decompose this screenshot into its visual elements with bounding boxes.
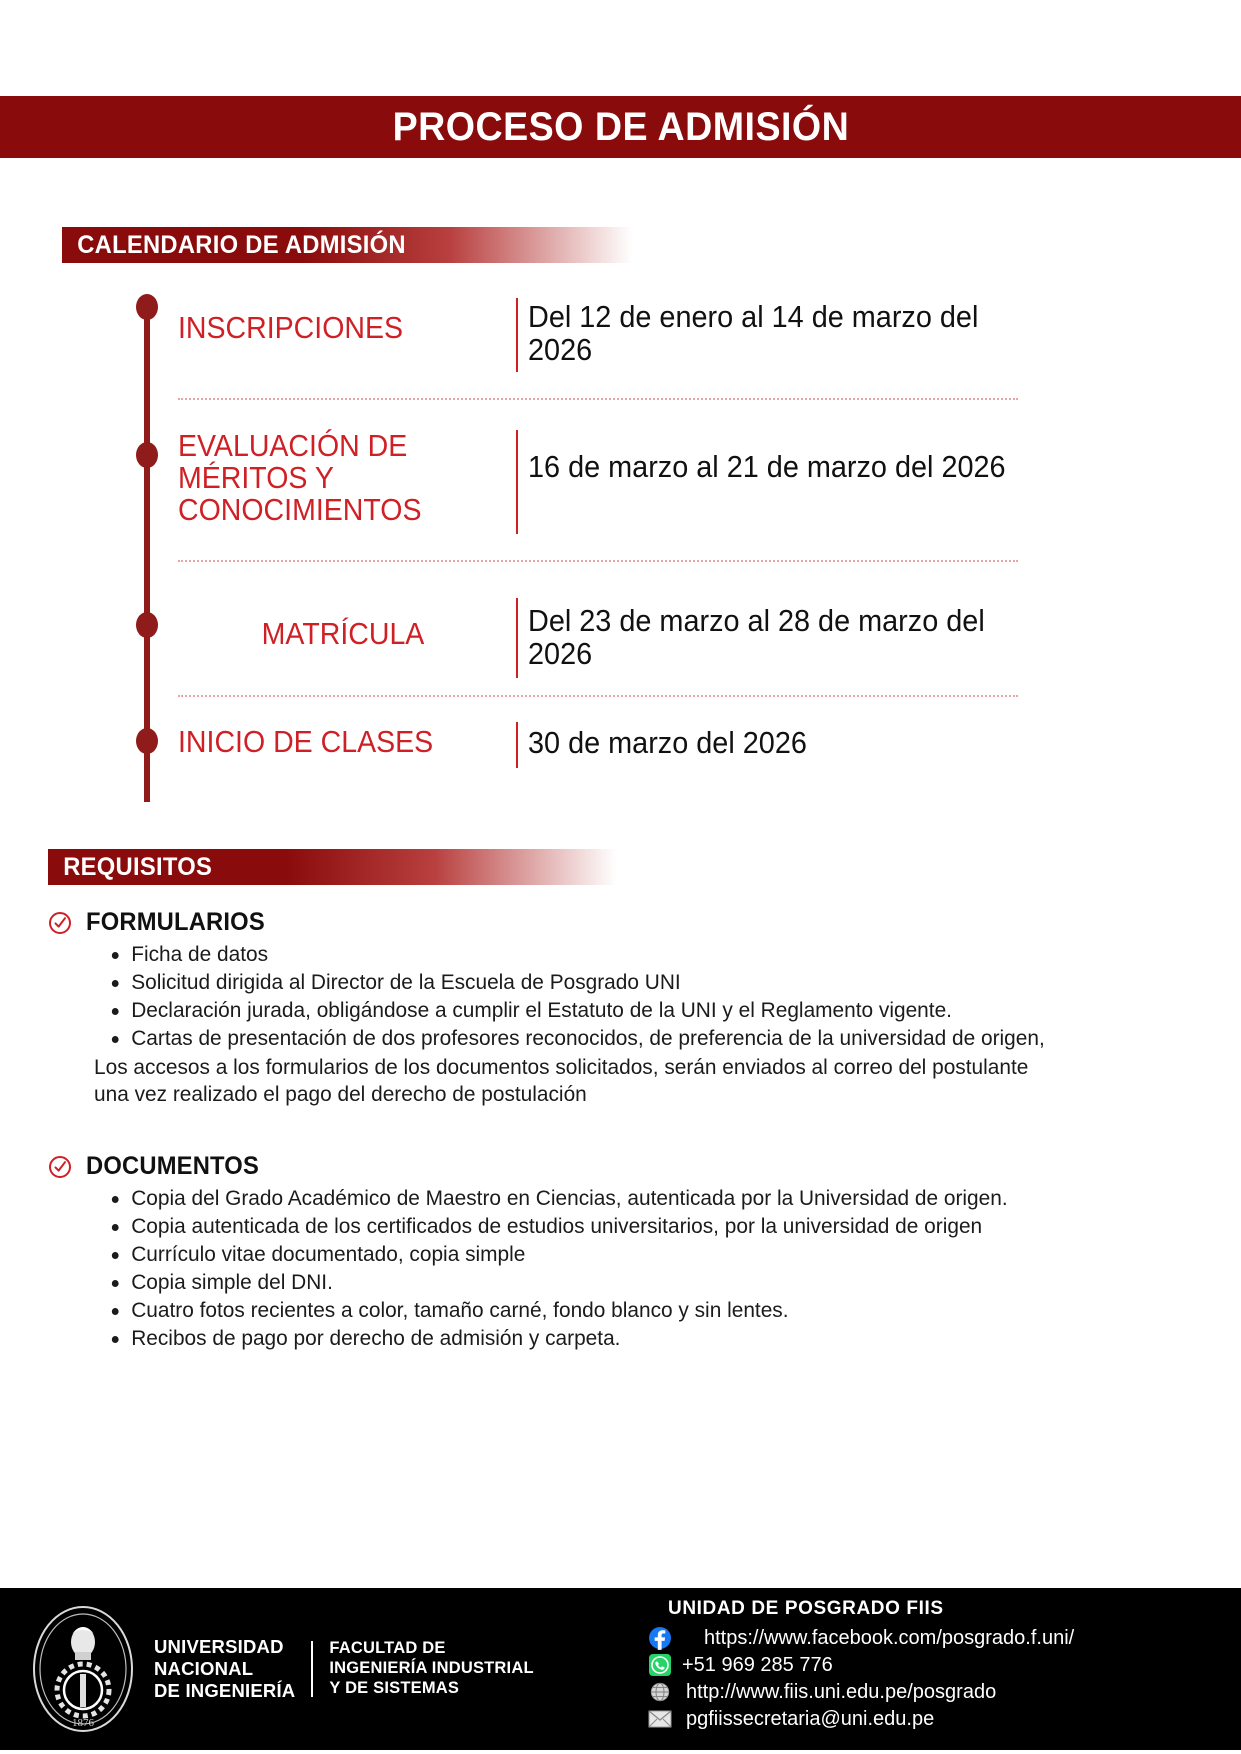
list-item: Copia simple del DNI. xyxy=(106,1269,1117,1296)
formularios-heading: FORMULARIOS xyxy=(86,908,265,936)
contact-facebook[interactable] xyxy=(648,1626,1074,1650)
faculty-name-line1: FACULTAD DE xyxy=(329,1639,446,1658)
formularios-heading-row xyxy=(48,908,1148,937)
whatsapp-icon xyxy=(648,1653,672,1677)
timeline-label: INSCRIPCIONES xyxy=(178,310,404,345)
timeline-value: Del 12 de enero al 14 de marzo del 2026 xyxy=(528,299,979,368)
documentos-list xyxy=(106,1185,1148,1352)
footer-contact-block xyxy=(648,1598,1074,1734)
timeline-dot-icon xyxy=(136,294,158,320)
requirements-section-title: REQUISITOS xyxy=(63,852,213,881)
formularios-note: Los accesos a los formularios de los documentos solicitados, serán enviados al correo del postulante una vez realizado el pago del derecho de postulación xyxy=(94,1055,1029,1107)
page-title: PROCESO DE ADMISIÓN xyxy=(392,105,849,149)
check-circle-icon xyxy=(48,911,72,935)
uni-seal-icon xyxy=(28,1604,138,1734)
globe-icon xyxy=(648,1680,672,1704)
contact-website[interactable] xyxy=(648,1680,1074,1704)
timeline-label: INICIO DE CLASES xyxy=(178,724,434,759)
requirements-documentos-block xyxy=(48,1152,1148,1353)
timeline-separator xyxy=(178,560,1018,562)
website-url: http://www.fiis.uni.edu.pe/posgrado xyxy=(686,1681,997,1703)
formularios-list xyxy=(106,941,1148,1052)
page-title-bar xyxy=(0,96,1241,158)
svg-text:1876: 1876 xyxy=(72,1717,94,1729)
timeline-divider xyxy=(516,430,518,534)
documentos-heading: DOCUMENTOS xyxy=(86,1152,260,1180)
timeline-row xyxy=(128,590,1128,686)
timeline-value: 30 de marzo del 2026 xyxy=(528,725,807,760)
whatsapp-number: +51 969 285 776 xyxy=(682,1654,833,1676)
facebook-icon xyxy=(648,1626,672,1650)
timeline-label: EVALUACIÓN DE MÉRITOS Y CONOCIMIENTOS xyxy=(178,428,422,528)
footer-name-group xyxy=(154,1636,534,1701)
university-name-line3: DE INGENIERÍA xyxy=(154,1679,296,1701)
timeline-dot-icon xyxy=(136,442,158,468)
calendar-section-title: CALENDARIO DE ADMISIÓN xyxy=(77,230,406,259)
timeline-value: Del 23 de marzo al 28 de marzo del 2026 xyxy=(528,603,985,672)
contact-whatsapp[interactable] xyxy=(648,1653,1074,1677)
timeline-label: MATRÍCULA xyxy=(261,616,425,651)
posgrado-unit-title: UNIDAD DE POSGRADO FIIS xyxy=(668,1598,944,1619)
timeline-row xyxy=(128,718,1128,778)
university-name xyxy=(154,1636,295,1701)
timeline-row xyxy=(128,290,1128,386)
calendar-section-banner xyxy=(62,227,632,263)
list-item: Copia del Grado Académico de Maestro en Ciencias, autenticada por la Universidad de origen. xyxy=(106,1185,1117,1212)
faculty-name xyxy=(329,1639,533,1698)
email-address: pgfiissecretaria@uni.edu.pe xyxy=(686,1708,935,1730)
timeline-divider xyxy=(516,722,518,768)
footer-divider xyxy=(311,1641,313,1697)
timeline-row xyxy=(128,430,1128,540)
facebook-url: https://www.facebook.com/posgrado.f.uni/ xyxy=(704,1627,1075,1649)
list-item: Currículo vitae documentado, copia simple xyxy=(106,1241,1117,1268)
list-item: Recibos de pago por derecho de admisión y carpeta. xyxy=(106,1325,1117,1352)
contact-email[interactable] xyxy=(648,1707,1074,1731)
admission-calendar-timeline xyxy=(128,290,1128,810)
faculty-name-line2: INGENIERÍA INDUSTRIAL xyxy=(329,1659,534,1678)
list-item: Declaración jurada, obligándose a cumplir el Estatuto de la UNI y el Reglamento vigente. xyxy=(106,997,1117,1024)
timeline-separator xyxy=(178,695,1018,697)
timeline-value: 16 de marzo al 21 de marzo del 2026 xyxy=(528,449,1006,484)
faculty-name-line3: Y DE SISTEMAS xyxy=(329,1678,460,1697)
documentos-heading-row xyxy=(48,1152,1148,1181)
requirements-formularios-block xyxy=(48,908,1148,1108)
check-circle-icon xyxy=(48,1155,72,1179)
list-item: Cuatro fotos recientes a color, tamaño carné, fondo blanco y sin lentes. xyxy=(106,1297,1117,1324)
university-name-line1: UNIVERSIDAD xyxy=(154,1636,284,1658)
list-item: Ficha de datos xyxy=(106,941,1117,968)
footer-branding xyxy=(0,1604,534,1734)
list-item: Solicitud dirigida al Director de la Escuela de Posgrado UNI xyxy=(106,969,1117,996)
timeline-dot-icon xyxy=(136,612,158,638)
list-item: Cartas de presentación de dos profesores reconocidos, de preferencia de la universidad de origen, xyxy=(106,1025,1117,1052)
requirements-section-banner xyxy=(48,849,616,885)
email-icon xyxy=(648,1707,672,1731)
timeline-divider xyxy=(516,598,518,678)
university-name-line2: NACIONAL xyxy=(154,1658,254,1680)
timeline-dot-icon xyxy=(136,728,158,754)
page-footer xyxy=(0,1588,1241,1750)
list-item: Copia autenticada de los certificados de estudios universitarios, por la universidad de origen xyxy=(106,1213,1117,1240)
timeline-separator xyxy=(178,398,1018,400)
timeline-divider xyxy=(516,298,518,372)
